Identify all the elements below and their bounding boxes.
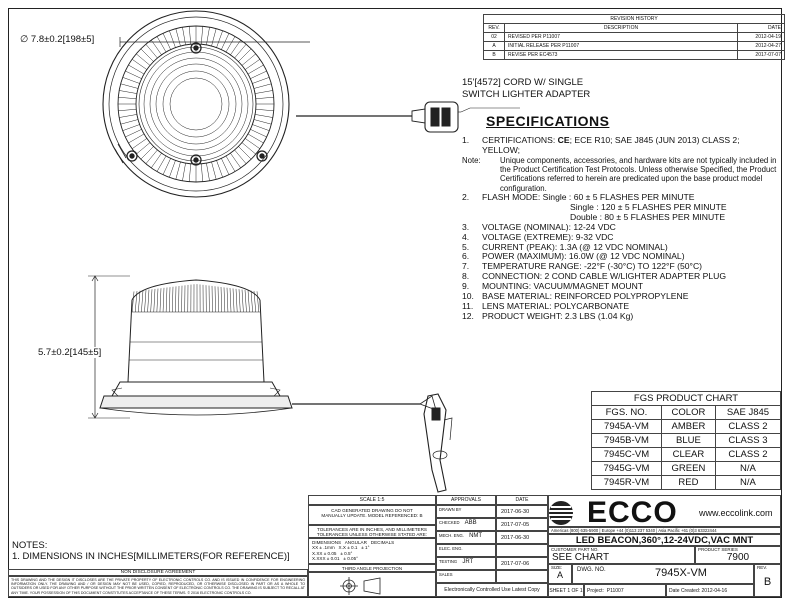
lens-rib	[254, 84, 271, 89]
lens-rib	[123, 77, 140, 83]
lens-flute	[154, 289, 155, 312]
project-cell: Project: P11007	[584, 584, 666, 597]
lens-rib	[163, 158, 171, 174]
specifications-title: SPECIFICATIONS	[486, 113, 610, 129]
fgs-product-chart	[591, 391, 781, 490]
revision-history-title: REVISION HISTORY	[484, 15, 785, 24]
lens-rib	[182, 163, 185, 181]
lens-rib	[238, 146, 251, 159]
lens-flute	[239, 289, 240, 312]
lens-flute	[175, 286, 176, 312]
lens-flute	[148, 290, 149, 312]
diameter-symbol: ∅	[20, 34, 29, 45]
lens-rib	[254, 120, 271, 125]
approval-role: TESTING JRT	[436, 557, 496, 570]
lens-rib	[118, 109, 136, 111]
lens-flute	[221, 287, 222, 312]
lens-rib	[221, 33, 229, 49]
approval-role: SALES	[436, 570, 496, 583]
lens-flute	[224, 287, 225, 312]
lens-rib	[141, 146, 154, 159]
lens-flute	[178, 286, 179, 312]
size-cell: SIZE: A	[548, 564, 572, 584]
lens-rib	[248, 65, 264, 74]
cad-notice: CAD GENERATED DRAWING DO NOT MANUALLY UPDATE. MODEL REFERENCED: B	[308, 505, 436, 525]
lens-flute	[245, 290, 246, 312]
approval-date	[496, 570, 548, 583]
lens-rib	[121, 120, 138, 125]
rev-header-description: DESCRIPTION	[505, 24, 738, 33]
approval-date: 2017-07-06	[496, 557, 548, 570]
lens-rib	[157, 156, 166, 172]
lens-rib	[255, 90, 273, 93]
specifications-list	[462, 136, 778, 322]
lens-flute	[132, 291, 134, 312]
approval-date	[496, 544, 548, 557]
lens-rib	[250, 71, 266, 79]
lens-rib	[176, 162, 181, 179]
approvals-date-title: DATE	[496, 495, 548, 505]
lens-flute	[138, 291, 140, 312]
spec-flash-mode-2: Single : 120 ± 5 FLASHES PER MINUTE	[570, 201, 727, 212]
diameter-inches: 7.8±0.2	[30, 34, 63, 45]
scale-label: SCALE 1:5	[308, 495, 436, 505]
certification-note: Note: Unique components, accessories, and hardware kits are not typically included in the Product Certification Test Protocols. Unless otherwise Specified, the Product Certifications referred to herein are predicated upon the base product model configuration.	[462, 155, 777, 193]
lens-flute	[160, 288, 161, 312]
lens-rib	[128, 134, 144, 143]
notes-line-1: 1. DIMENSIONS IN INCHES[MILLIMETERS(FOR REFERENCE)]	[12, 551, 290, 562]
lens-rib	[221, 158, 229, 174]
revision-row: A INITIAL RELEASE PER P11007 2012-04-27	[484, 42, 785, 51]
lens-rib	[201, 26, 203, 44]
tolerance-notice: TOLERANCES ARE IN INCHES, AND MILLIMETERS TOLERANCES UNLESS OTHERWISE STATED ARE:	[308, 525, 436, 538]
product-series-cell: PRODUCT SERIES 7900	[695, 546, 781, 564]
fgs-row: 7945R-VM RED N/A	[592, 476, 781, 490]
lens-rib	[212, 29, 217, 46]
lens-flute	[227, 288, 228, 312]
spec-flash-mode-3: Double : 80 ± 5 FLASHES PER MINUTE	[570, 211, 726, 222]
height-inches: 5.7±0.2	[38, 347, 70, 358]
height-mm: 145±5	[72, 347, 99, 358]
lens-rib	[201, 164, 203, 182]
product-series-value: 7900	[726, 552, 750, 563]
lens-rib	[123, 125, 140, 131]
non-disclosure-text: THIS DRAWING AND THE DESIGN IT DISCLOSES ARE THE PRIVATE PROPERTY OF ELECTRONIC CONTROLS CO. AND IS ISSUED IN CONFIDENCE FOR ENGINEERING INFORMATION ONLY. THE DRAWING AND / OR DESIGN MAY NOT BE USED, COPIED, REPRODUCED, OR OTHERWISE DISCLOSED IN PART OR AS A WHOLE TO OUTSIDERS OR USED FOR ANY OTHER PURPOSE WITHOUT THE PRIOR WRITTEN CONSENT OF ELECTRONIC CONTROLS CO. THE DRAWING IS SUBJECT TO RECALL AT ANY TIME. YOUR POSSESSION OF THIS DOCUMENT CONSTITUTES ACCEPTANCE OF THESE TERMS. © 2016 ELECTRONIC CONTROLS CO.	[8, 576, 308, 597]
lens-rib	[118, 97, 136, 99]
lens-rib	[169, 31, 175, 48]
non-disclosure-title: NON DISCLOSURE AGREEMENT	[8, 569, 308, 576]
lens-rib	[217, 31, 223, 48]
product-title: LED BEACON,360°,12-24VDC,VAC MNT	[548, 534, 781, 546]
approval-date: 2017-07-05	[496, 518, 548, 531]
revision-row: 02 REVISED PER P11007 2012-04-19	[484, 33, 785, 42]
lens-flute	[230, 288, 231, 312]
spec-item: 2. FLASH MODE: Single : 60 ± 5 FLASHES PER MINUTE	[462, 192, 695, 202]
lens-flute	[172, 287, 173, 312]
cord-note: 15'[4572] CORD W/ SINGLE SWITCH LIGHTER ADAPTER	[462, 77, 591, 100]
lens-rib	[256, 109, 274, 111]
lens-rib	[125, 71, 141, 79]
approval-role: DRAWN BY	[436, 505, 496, 518]
approvals-title: APPROVALS	[436, 495, 496, 505]
lens-rib	[206, 163, 209, 181]
lens-rib	[169, 160, 175, 177]
lens-rib	[217, 160, 223, 177]
beacon-top-view	[103, 11, 310, 197]
lens-rib	[255, 114, 273, 117]
notes-title: NOTES:	[12, 540, 48, 551]
size-value: A	[556, 570, 563, 580]
spec-item: 7. TEMPERATURE RANGE: -22°F (-30°C) TO 122°F (50°C)	[462, 261, 703, 272]
lens-rib	[252, 125, 269, 131]
approval-name: JRT	[462, 559, 474, 565]
approval-role: ELEC. ENG.	[436, 544, 496, 557]
lens-rib	[121, 84, 138, 89]
rev-value: B	[763, 576, 772, 588]
fgs-row: 7945B-VM BLUE CLASS 3	[592, 434, 781, 448]
approval-date: 2017-06-30	[496, 505, 548, 518]
lens-rib	[189, 26, 191, 44]
ecco-logo: ECCO	[587, 496, 678, 527]
lens-flute	[236, 289, 237, 312]
date-created-cell: Date Created: 2012-04-16	[666, 584, 754, 597]
lens-flutes	[132, 284, 259, 312]
approval-name: NMT	[469, 533, 483, 539]
lens-flute	[141, 290, 143, 312]
dwg-no-value: 7945X-VM	[655, 567, 707, 579]
spec-item: 8. CONNECTION: 2 COND CABLE W/LIGHTER ADAPTER PLUG	[462, 271, 727, 282]
fgs-chart-title: FGS PRODUCT CHART	[592, 392, 781, 406]
approval-date: 2017-06-30	[496, 531, 548, 544]
lens-rib	[176, 29, 181, 46]
lens-flute	[218, 287, 219, 312]
lens-flute	[248, 290, 250, 312]
spec-item: 5. CURRENT (PEAK): 1.3A (@ 12 VDC NOMINAL)	[462, 241, 668, 252]
rev-header-date: DATE	[738, 24, 785, 33]
lens-flute	[163, 288, 164, 312]
spec-item: 10. BASE MATERIAL: REINFORCED POLYPROPYLENE	[462, 291, 689, 302]
project-value: P11007	[606, 588, 624, 594]
lens-rib	[119, 90, 137, 93]
rev-cell: REV. B	[754, 564, 781, 597]
diameter-mm: 198±5	[65, 34, 92, 45]
approval-name: ABB	[464, 520, 477, 526]
lens-flute	[257, 291, 259, 312]
lens-flute	[145, 290, 147, 312]
controlled-copy-note: Electronically Controlled Use Latest Copy	[436, 583, 548, 597]
lens-flute	[233, 288, 234, 312]
tolerance-table: DIMENSIONS ANGULAR DECIMALS XX ± .1mm X.X ± 0.1 ± 1° X.XX ± 0.05 ± 0.5° X.XXX ± 0.01 ± 0.05°	[308, 538, 436, 564]
lens-rib	[252, 77, 269, 83]
lens-rib	[248, 134, 264, 143]
date-created-value: 2012-04-16	[701, 588, 728, 594]
lens-rib	[119, 114, 137, 117]
lens-flute	[242, 290, 243, 312]
approval-role: MECH. ENG. NMT	[436, 531, 496, 544]
fgs-header-color: COLOR	[661, 406, 715, 420]
lens-rib	[141, 49, 154, 62]
lens-rib	[125, 129, 141, 137]
lens-rib	[250, 129, 266, 137]
revision-row: B REVISE PER EC4573 2017-07-07	[484, 51, 785, 60]
spec-item: 4. VOLTAGE (EXTREME): 9-32 VDC	[462, 231, 614, 242]
lens-flute	[135, 291, 137, 312]
customer-part-cell: CUSTOMER PART NO. SEE CHART	[548, 546, 695, 564]
lens-rib	[226, 36, 235, 52]
lens-flute	[157, 289, 158, 312]
spec-item: 1. CERTIFICATIONS: CE; ECE R10; SAE J845 (JUN 2013) CLASS 2; YELLOW;	[462, 135, 740, 155]
lens-flute	[215, 286, 216, 312]
fgs-row: 7945G-VM GREEN N/A	[592, 462, 781, 476]
lens-flute	[251, 291, 253, 312]
spec-item: 3. VOLTAGE (NOMINAL): 12-24 VDC	[462, 221, 616, 232]
website: www.eccolink.com	[699, 508, 773, 518]
fgs-row: 7945A-VM AMBER CLASS 2	[592, 420, 781, 434]
lens-rib	[157, 36, 166, 52]
lens-flute	[151, 289, 152, 312]
customer-part-value: SEE CHART	[552, 552, 610, 563]
spec-item: 6. POWER (MAXIMUM): 16.0W (@ 12 VDC NOMINAL)	[462, 251, 685, 262]
lens-rib	[128, 65, 144, 74]
beacon-side-view	[88, 276, 452, 492]
ce-mark-icon: CE	[557, 135, 570, 145]
lens-rib	[238, 49, 251, 62]
projection-cell	[308, 572, 436, 597]
approval-role: CHECKED ABB	[436, 518, 496, 531]
spec-item: 9. MOUNTING: VACUUM/MAGNET MOUNT	[462, 281, 644, 292]
fgs-header-sae: SAE J845	[715, 406, 780, 420]
lens-flute	[166, 287, 167, 312]
spec-item: 12. PRODUCT WEIGHT: 2.3 LBS (1.04 Kg)	[462, 310, 634, 321]
fgs-header-no: FGS. NO.	[592, 406, 662, 420]
sheet-label: SHEET 1 OF 1	[548, 584, 584, 597]
lens-flute	[169, 287, 170, 312]
lens-rib	[256, 97, 274, 99]
height-dimension: 5.7±0.2[145±5]	[38, 347, 102, 358]
lens-rib	[189, 164, 191, 182]
rev-header-rev: REV.	[484, 24, 505, 33]
dwg-no-cell: DWG. NO. 7945X-VM	[572, 564, 754, 584]
lens-rib	[163, 33, 171, 49]
lens-rib	[212, 162, 217, 179]
title-block	[8, 495, 781, 597]
logo-cell	[548, 495, 781, 527]
third-angle-label: THIRD ANGLE PROJECTION	[308, 564, 436, 572]
diameter-dimension: ∅ 7.8±0.2[198±5]	[20, 34, 95, 45]
contact-line: Americas (800) 635-5900 | Europe +44 (0)113 237 5340 | Asia Pacific +61 (0)3 63322444	[548, 527, 781, 534]
lens-rib	[226, 156, 235, 172]
spec-item: 11. LENS MATERIAL: POLYCARBONATE	[462, 300, 630, 311]
fgs-row: 7945C-VM CLEAR CLASS 2	[592, 448, 781, 462]
